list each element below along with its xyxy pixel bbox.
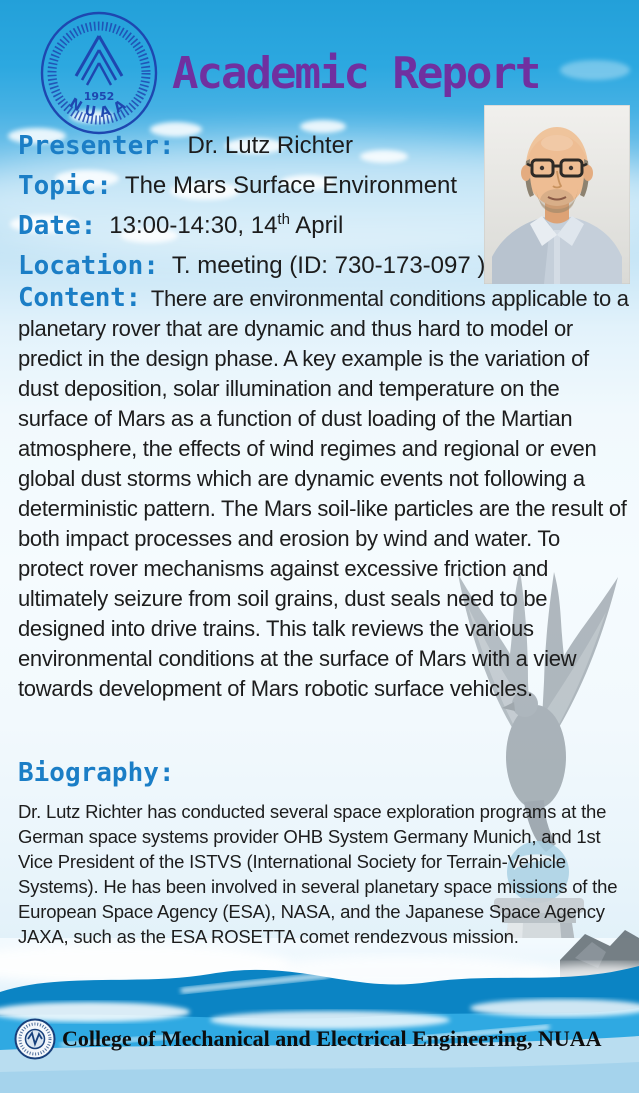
nuaa-emblem-icon	[36, 10, 162, 136]
seminar-info	[18, 126, 488, 286]
date-value: 13:00-14:30, 14th April	[109, 211, 344, 239]
footer-text: College of Mechanical and Electrical Engineering, NUAA	[62, 1026, 602, 1051]
presenter-row	[18, 126, 488, 166]
biography-paragraph: Dr. Lutz Richter has conducted several space exploration programs at the German space systems provider OHB System Germany Munich, and 1st Vice President of the ISTVS (International Society for Terrain-Vehicle Systems). He has been involved in several planetary space missions of the European Space Agency (ESA), NASA, and the Japanese Space Agency JAXA, such as the ESA ROSETTA comet rendezvous mission.	[18, 801, 618, 947]
presenter-photo	[484, 105, 630, 284]
location-value: T. meeting (ID: 730-173-097 )	[171, 252, 486, 279]
presenter-label: Presenter:	[18, 131, 175, 161]
date-label: Date:	[18, 211, 97, 241]
date-ordinal-suffix: th	[277, 211, 290, 228]
topic-value: The Mars Surface Environment	[124, 172, 458, 199]
presenter-value: Dr. Lutz Richter	[187, 132, 353, 159]
logo-acronym: NUAA	[66, 93, 134, 122]
location-row	[18, 246, 488, 286]
content-text: There are environmental conditions applicable to a planetary rover that are dynamic and thus hard to model or predict in the design phase. A key example is the variation of dust deposition, solar illumination and temperature on the surface of Mars as a function of dust loading of the Martian atmosphere, the effects of wind regimes and regional or even global dust storms which are dynamic events not following a deterministic pattern. The Mars soil-like particles are the result of both impact processes and erosion by wind and water. To protect rover mechanisms against excessive friction and ultimately seizure from soil grains, dust seals need to be designed into drive trains. This talk reviews the various environmental conditions at the surface of Mars with a view towards development of Mars robotic surface vehicles.	[18, 286, 629, 701]
location-label: Location:	[18, 251, 159, 281]
biography-heading: Biography:	[18, 758, 175, 788]
footer	[14, 1018, 634, 1060]
page-title: Academic Report	[172, 48, 540, 99]
topic-label: Topic:	[18, 171, 112, 201]
content-paragraph	[18, 283, 630, 704]
college-emblem-icon	[14, 1018, 56, 1060]
topic-row	[18, 166, 488, 206]
content-label: Content:	[18, 283, 141, 313]
logo-year: 1952	[83, 90, 115, 103]
date-row	[18, 206, 488, 246]
